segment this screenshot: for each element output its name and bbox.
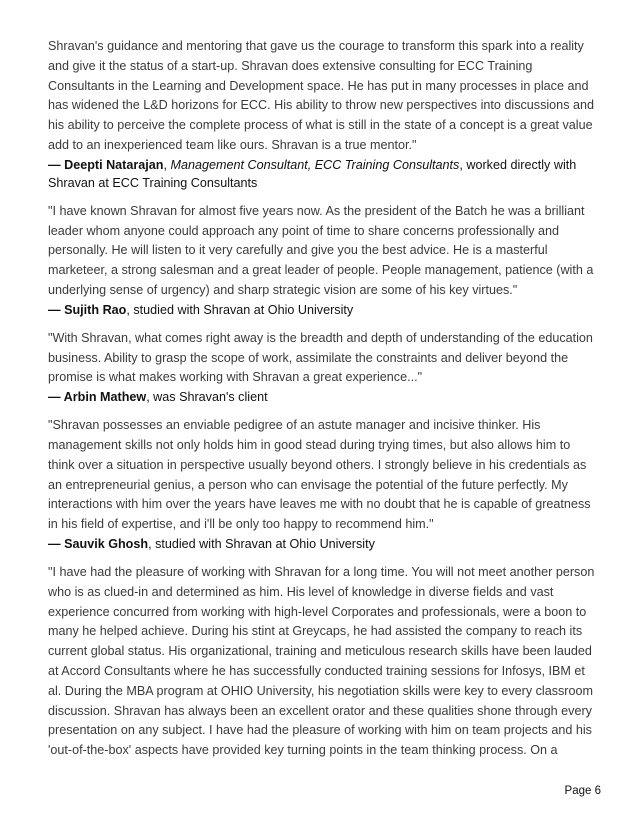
author-relation: , was Shravan's client	[146, 390, 268, 405]
testimonial-quote: "I have known Shravan for almost five years now. As the president of the Batch he was a brilliant leader whom anyone could approach any point of time to share concerns professionally and personally. He will listen to it very carefully and give you the best advice. He is a masterful marketeer, a strong salesman and a great leader of people. People management, patience (with a underlying sense of urgency) and sharp strategic vision are some of his key virtues."	[48, 203, 594, 297]
testimonial-quote: "With Shravan, what comes right away is the breadth and depth of understanding of the education business. Ability to grasp the scope of work, assimilate the constraints and deliver beyond the promise is what makes working with Shravan a great experience..."	[48, 330, 593, 385]
testimonial-quote: "Shravan possesses an enviable pedigree of an astute manager and incisive thinker. His management skills not only holds him in good stead during trying times, but also allows him to think over a situation in perspective usually beyond others. I strongly believe in his credentials as an entrepreneurial genius, a person who can envisage the potential of the future perfectly. My interactions with him over the years have leaves me with no doubt that he is capable of greatness in his field of expertise, and i'll be only too happy to recommend him."	[48, 418, 591, 532]
testimonial-5	[48, 563, 598, 761]
author-name: — Sujith Rao	[48, 302, 127, 317]
author-relation: , studied with Shravan at Ohio University	[148, 536, 375, 551]
author-title: Management Consultant, ECC Training Consultants	[170, 157, 460, 172]
page-number: Page 6	[564, 785, 601, 797]
testimonial-attribution	[48, 535, 598, 553]
author-relation: , studied with Shravan at Ohio University	[126, 302, 354, 317]
author-name: — Deepti Natarajan	[48, 157, 164, 172]
author-name: — Sauvik Ghosh	[48, 536, 149, 551]
testimonial-quote: "I have had the pleasure of working with Shravan for a long time. You will not meet another person who is as clued-in and determined as him. His level of knowledge in diverse fields and vast experience concurred from working with high-level Corporates and professionals, were a boon to many he helped achieve. During his stint at Greycaps, he had assisted the company to reach its current global status. His organizational, training and meticulous research skills have been lauded at Accord Consultants where he has successfully conducted training sessions for Infosys, IBM et al. During the MBA program at OHIO University, his negotiation skills were key to every classroom discussion. Shravan has always been an excellent orator and these qualities shone through every presentation on any subject. I have had the pleasure of working with him on team projects and his 'out-of-the-box' aspects have provided key turning points in the team thinking process. On a	[48, 564, 595, 758]
testimonial-1	[48, 37, 598, 192]
testimonial-2	[48, 202, 598, 319]
testimonial-3	[48, 329, 598, 406]
testimonial-attribution	[48, 301, 598, 319]
author-name: — Arbin Mathew	[48, 390, 147, 405]
testimonial-attribution	[48, 388, 598, 406]
testimonial-4	[48, 416, 598, 553]
testimonial-quote: Shravan's guidance and mentoring that gave us the courage to transform this spark into a reality and give it the status of a start-up. Shravan does extensive consulting for ECC Training Consultants in the Learning and Development space. He has put in many processes in place and has widened the L&D horizons for ECC. His ability to throw new perspectives into discussions and his ability to perceive the complete process of what is still in the state of a concept is a great value add to an inexperienced team like ours. Shravan is a true mentor."	[48, 39, 594, 152]
testimonial-attribution: — Deepti Natarajan, Management Consultant, ECC Training Consultants, worked directly with Shravan at ECC Training Consultants	[48, 157, 577, 190]
author-relation: , worked directly with Shravan at ECC Training Consultants	[48, 157, 577, 190]
